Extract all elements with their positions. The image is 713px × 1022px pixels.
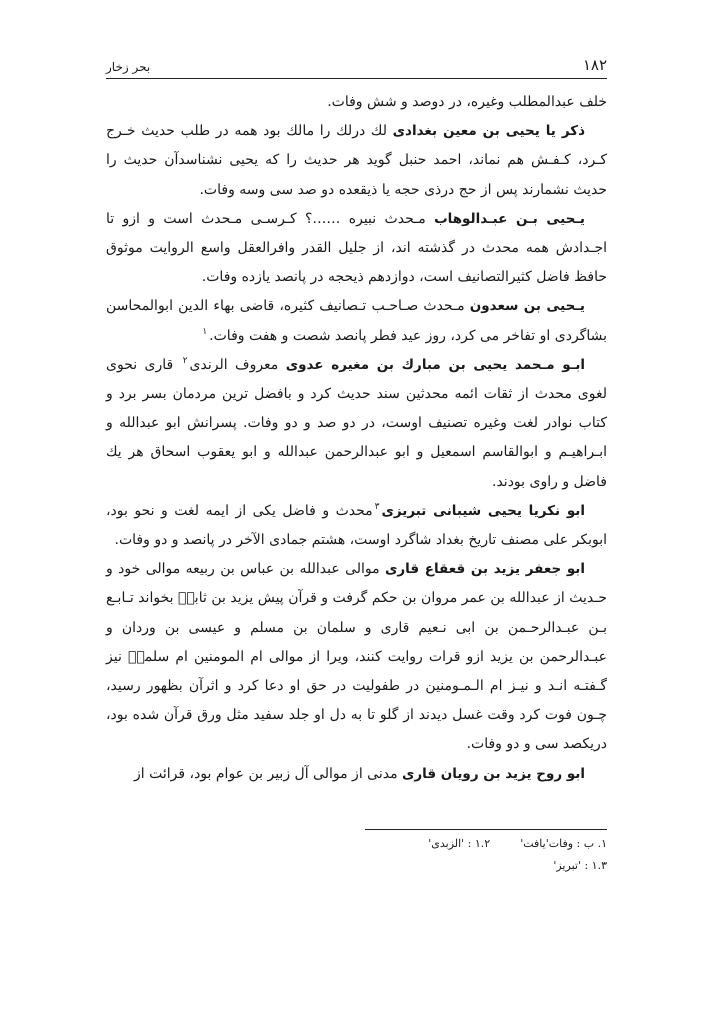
footnote-ref-1: ۱ (202, 326, 208, 337)
paragraph-6 (106, 497, 607, 555)
footnote-1: ۱. ب : وفات'یافت' (520, 837, 607, 850)
book-title: بحر زخار (106, 60, 151, 74)
page-number: ۱۸۲ (582, 56, 607, 74)
entry-text: مـحدث نبیره ……؟ کـرسـی مـحدث است و ازو تا اجـدادش همه محدث در گذشته اند، از جلیل القدر وافرالعقل واسع الروایت موثوق حافظ فاضل کثیرالتصانیف است، دوازدهم ذیحجه در پانصد یازده وفات. (106, 210, 607, 286)
entry-text: معروف الرندی (189, 356, 286, 373)
paragraph-1: خلف عبدالمطلب وغیره، در دوصد و شش وفات. (327, 94, 607, 110)
entry-text: لك درلك را مالك بود همه در طلب حدیث خـرج کـرد، کـفـش هم نماند، احمد حنبل گوید هر حدیث را که یحیی نشناسدآن حدیث را حدیث نشمارند پس از حج درذی حجه یا ذیقعده دو صد سی وسه وفات. (106, 123, 607, 198)
footnote-ref-2: ۲ (182, 356, 188, 367)
paragraph-7 (106, 555, 607, 759)
footnote-row (106, 833, 607, 855)
paragraph-4 (106, 292, 607, 350)
entry-text: موالی عبدالله بن عباس بن ربیعه موالی خود و حـدیث از عبدالله بن عمر مروان بن حکم گرفت و قرآن پیش یزید بن ثابتؓ بخواند تـابـع بـن عبـدالرحـمن بن ابی نـعیم قاری و سلمان بن مسلم و عیسی بن وردان و عبـدالرحمن بن یزید ازو قرات روایت کنند، ویرا از موالی ام المومنین ام سلمهؓ نیز گـفتـه انـد و نیـز ام الـمـومنین در طفولیت در حق او دعا کرد و اثرآن بظهور رسید، چـون فوت کرد وقت غسل دیدند از گلو تا به دل او جلد سفید مثل ورق قرآن شده بود، دریکصد سی و دو وفات. (106, 561, 607, 753)
paragraph-2 (106, 117, 607, 205)
entry-name: ابو روح یزید بن رویان قاری (402, 765, 585, 782)
paragraph-3 (106, 205, 607, 293)
footnote-ref-3: ۳ (374, 502, 380, 513)
footnote-2: ۱.۲ : 'الزبدی' (428, 837, 491, 850)
running-head (106, 52, 607, 74)
entry-name: ابو جعفر یزید بن قعقاع قاری (385, 561, 585, 578)
entry-name: یـحیی بن سعدون (469, 298, 586, 315)
entry-text: قاری نحوی لغوی محدث از ثقات ائمه محدثین سند حدیث کرد و بافضل ترین مردمان بسر برد و کتاب نوادر لغت وغیره تصنیف اوست، در دو صد و دو وفات. پسرانش ابو عبدالله و ابـراهیـم و ابوالقاسم اسمعیل و ابو عبدالرحمن عبدالله و ابو یعقوب اسحاق هر یك فاضل و راوی بودند. (106, 356, 607, 490)
footnote-rule (365, 829, 607, 830)
entry-name: ابو نکریا یحیی شیبانی تبریزی (381, 502, 586, 519)
footnote-3: ۱.۳ : 'تبریز' (553, 859, 607, 872)
entry-text: مـحدث صـاحـب تـصانیف کثیره، قاضی بهاء الدین ابوالمحاسن بشاگردی او تفاخر می کرد، روز عید فطر پانصد شصت و هفت وفات. (106, 298, 607, 344)
body-text (106, 88, 607, 789)
entry-name: یـحیی بـن عبـدالوهاب (434, 210, 585, 227)
paragraph-5 (106, 351, 607, 497)
entry-name: ابـو مـحمد یحیی بن مبارك بن مغیره عدوی (285, 356, 586, 373)
entry-name: ذکر یا یحیی بن معین بغدادی (392, 123, 585, 140)
entry-text: محدث و فاضل یکی از ایمه لغت و نحو بود، ابوبکر علی مصنف تاریخ بغداد شاگرد اوست، هشتم جمادی الآخر در پانصد و دو وفات. (106, 502, 607, 549)
footnotes (106, 833, 607, 877)
paragraph-8 (106, 760, 607, 789)
entry-text: مدنی از موالی آل زبیر بن عوام بود، قرائت از (134, 765, 403, 782)
header-rule (106, 78, 607, 79)
